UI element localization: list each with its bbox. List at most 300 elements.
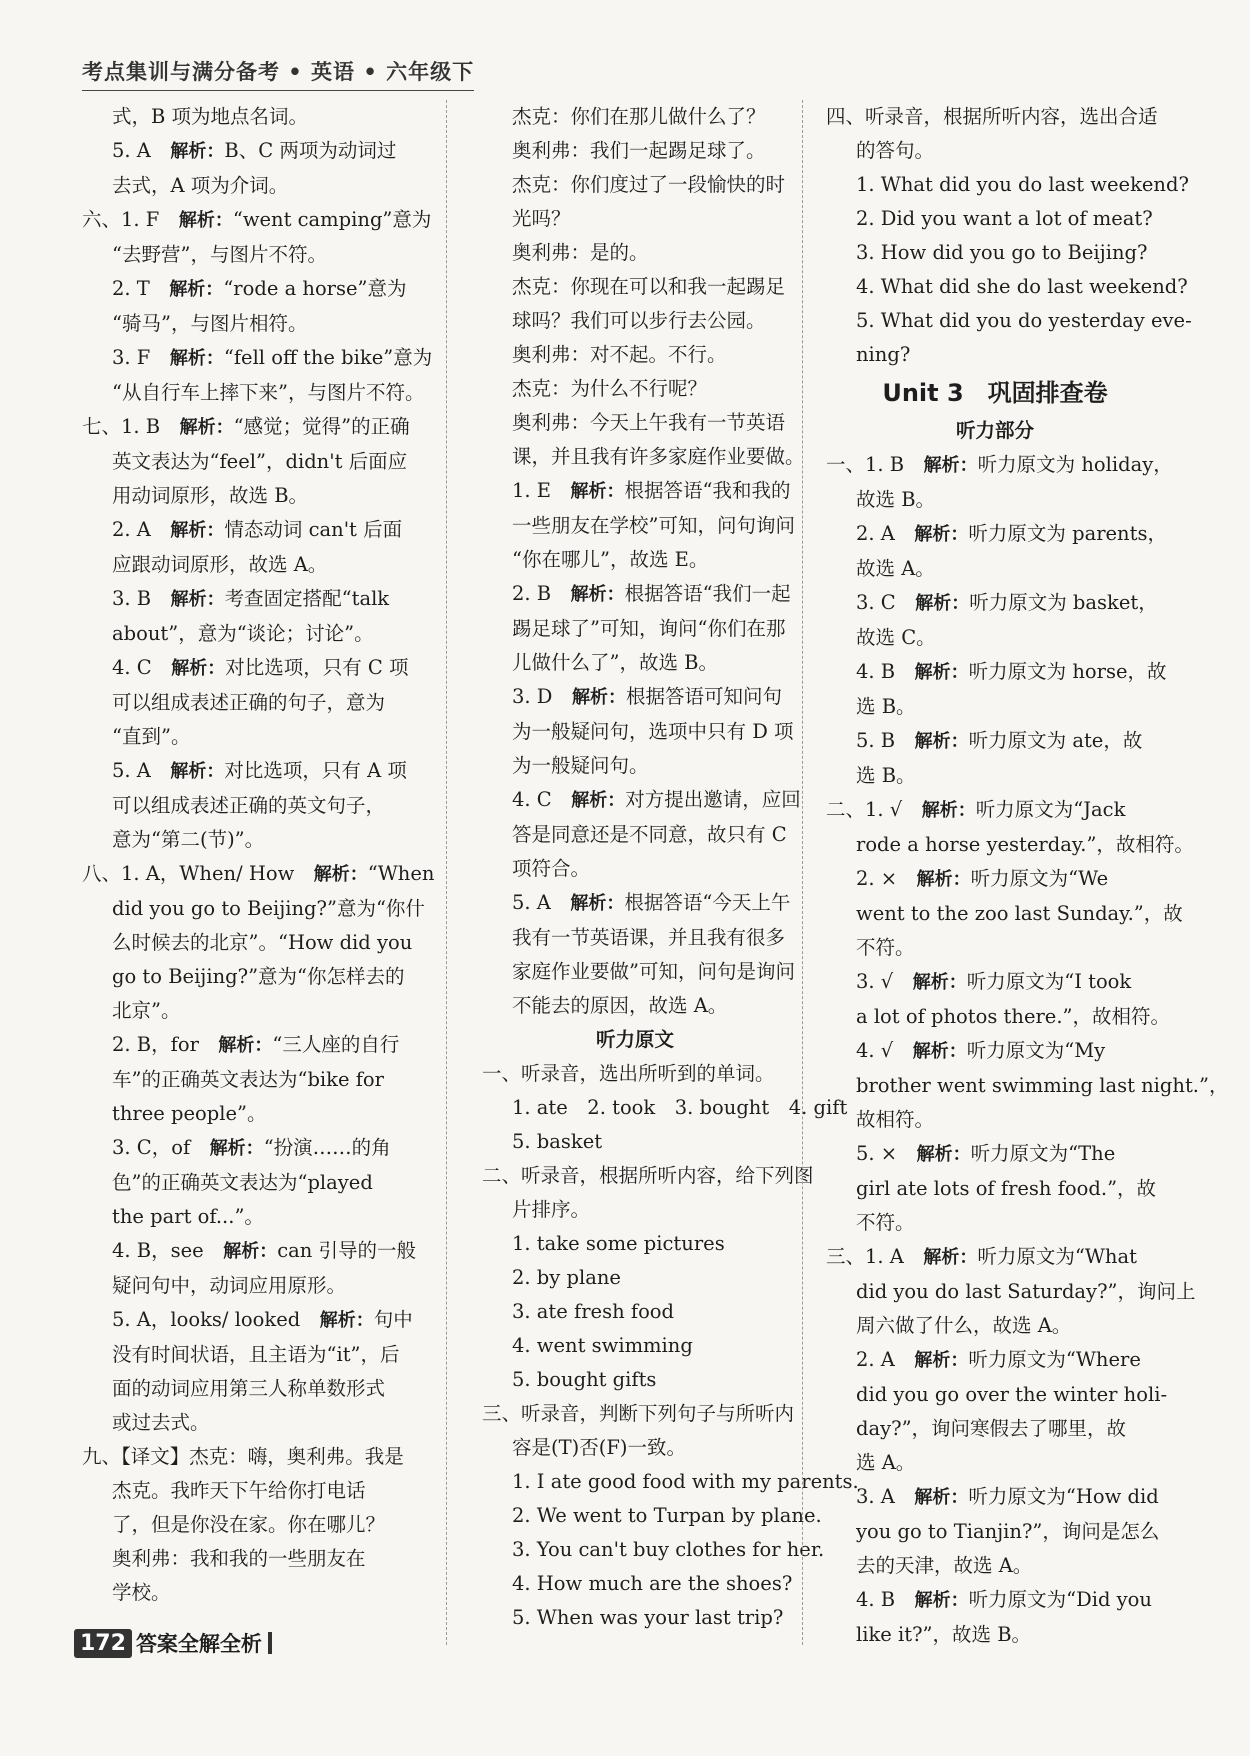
line-text: 不能去的原因，故选 A。 <box>512 994 728 1017</box>
line-text: 4. C <box>112 656 172 679</box>
analysis-text: 情态动词 can't 后面 <box>224 518 403 541</box>
analysis-text: 听力原文为 basket， <box>969 591 1158 614</box>
line-text: 奥利弗：我们一起踢足球了。 <box>512 139 766 162</box>
line-text: 3. ate fresh food <box>512 1300 675 1323</box>
analysis-text: 考查固定搭配“talk <box>224 587 390 610</box>
line-text: 杰克。我昨天下午给你打电话 <box>112 1479 366 1502</box>
text-line <box>482 100 788 134</box>
analysis-label: 解析： <box>170 520 225 541</box>
line-text: 3. How did you go to Beijing? <box>856 241 1148 264</box>
line-text: 故选 B。 <box>856 488 936 511</box>
line-text: 可以组成表述正确的句子，意为 <box>112 691 386 714</box>
line-text: 一些朋友在学校”可知，问句询问 <box>512 514 795 537</box>
text-line <box>82 1406 427 1440</box>
analysis-label: 解析： <box>912 972 967 993</box>
text-line <box>82 1440 427 1474</box>
text-line <box>482 852 788 886</box>
analysis-text: 根据答语可知问句 <box>625 685 782 708</box>
line-text: 5. B <box>856 729 915 752</box>
text-line <box>482 1431 788 1465</box>
text-line <box>82 892 427 926</box>
line-text: 故选 C。 <box>856 626 936 649</box>
analysis-label: 解析： <box>571 790 626 811</box>
analysis-text: 对方提出邀请，应回 <box>625 788 801 811</box>
text-line <box>82 100 427 134</box>
text-line <box>82 960 427 994</box>
text-line <box>82 617 427 651</box>
text-line <box>826 759 1164 793</box>
text-line <box>82 1269 427 1303</box>
analysis-label: 解析： <box>914 662 969 683</box>
line-text: 片排序。 <box>512 1198 591 1221</box>
line-text: 1. What did you do last weekend? <box>856 173 1189 196</box>
analysis-label: 解析： <box>571 687 626 708</box>
text-line <box>482 1227 788 1261</box>
text-line <box>82 1303 427 1338</box>
analysis-text: can 引导的一般 <box>277 1239 417 1262</box>
line-text: 七、1. B <box>82 415 180 438</box>
line-text: 去式，A 项为介词。 <box>112 174 289 197</box>
line-text: 儿做什么了”，故选 B。 <box>512 651 718 674</box>
analysis-text: 听力原文为“My <box>966 1039 1106 1062</box>
analysis-text: 听力原文为“Did you <box>968 1588 1152 1611</box>
text-line <box>482 134 788 168</box>
line-text: 没有时间状语，且主语为“it”，后 <box>112 1343 400 1366</box>
running-header: 考点集训与满分备考 • 英语 • 六年级下 <box>82 56 474 91</box>
line-text: 去的天津，故选 A。 <box>856 1554 1033 1577</box>
line-text: 选 B。 <box>856 764 916 787</box>
line-text: 为一般疑问句。 <box>512 754 649 777</box>
line-text: 二、1. √ <box>826 798 922 821</box>
analysis-text: “fell off the bike”意为 <box>223 346 433 369</box>
text-line <box>482 1363 788 1397</box>
text-line <box>826 724 1164 759</box>
line-text: about”，意为“谈论；讨论”。 <box>112 622 374 645</box>
analysis-label: 解析： <box>570 893 625 914</box>
analysis-label: 解析： <box>319 1310 374 1331</box>
text-line <box>82 994 427 1028</box>
analysis-text: 听力原文为“Where <box>968 1348 1141 1371</box>
line-text: you go to Tianjin?”，询问是怎么 <box>856 1520 1160 1543</box>
analysis-text: B、C 两项为动词过 <box>224 139 397 162</box>
text-line <box>82 1576 427 1610</box>
text-line <box>482 1601 788 1635</box>
analysis-label: 解析： <box>570 481 625 502</box>
line-text: 奥利弗：对不起。不行。 <box>512 343 727 366</box>
line-text: 三、1. A <box>826 1245 924 1268</box>
text-line <box>826 965 1164 1000</box>
line-text: 3. You can't buy clothes for her. <box>512 1538 825 1561</box>
text-line <box>482 1533 825 1567</box>
line-text: 3. F <box>112 346 170 369</box>
text-line <box>826 1240 1164 1275</box>
line-text: 式，B 项为地点名词。 <box>112 105 309 128</box>
line-text: “骑马”，与图片相符。 <box>112 312 308 335</box>
page-footer <box>74 1628 272 1658</box>
footer-bar <box>268 1632 272 1654</box>
analysis-text: 根据答语“今天上午 <box>624 891 791 914</box>
text-line <box>82 272 427 307</box>
column-right <box>826 100 1229 1652</box>
analysis-label: 解析： <box>170 141 225 162</box>
text-line <box>482 509 795 543</box>
analysis-label: 解析： <box>218 1035 273 1056</box>
text-line <box>82 1166 427 1200</box>
line-text: 奥利弗：今天上午我有一节英语 <box>512 411 786 434</box>
line-text: “从自行车上摔下来”，与图片不符。 <box>112 381 425 404</box>
text-line <box>826 517 1167 552</box>
text-line <box>82 1200 427 1234</box>
text-line <box>82 789 427 823</box>
text-line <box>482 783 801 818</box>
line-text: 4. B，see <box>112 1239 224 1262</box>
text-line <box>82 651 427 686</box>
analysis-label: 解析： <box>313 864 368 885</box>
column-middle <box>482 100 859 1635</box>
line-text: 踢足球了”可知，询问“你们在那 <box>512 617 786 640</box>
line-text: 4. went swimming <box>512 1334 693 1357</box>
line-text: 周六做了什么，故选 A。 <box>856 1314 1072 1337</box>
text-line <box>826 931 1164 965</box>
line-text: 为一般疑问句，选项中只有 D 项 <box>512 720 794 743</box>
text-line <box>82 1508 427 1542</box>
text-line <box>482 543 788 577</box>
line-text: 1. E <box>512 479 571 502</box>
analysis-label: 解析： <box>914 1487 969 1508</box>
text-line <box>826 1412 1164 1446</box>
text-line <box>826 1069 1229 1103</box>
analysis-text: 听力原文为“What <box>977 1245 1137 1268</box>
text-line <box>82 203 432 238</box>
line-text: 选 B。 <box>856 695 916 718</box>
text-line <box>826 793 1164 828</box>
analysis-label: 解析： <box>923 455 978 476</box>
text-line <box>82 1474 427 1508</box>
text-line <box>82 548 427 582</box>
analysis-label: 解析： <box>914 1350 969 1371</box>
line-text: 5. basket <box>512 1130 603 1153</box>
line-text: 3. A <box>856 1485 915 1508</box>
text-line <box>826 270 1188 304</box>
line-text: 故选 A。 <box>856 557 935 580</box>
analysis-label: 解析： <box>914 1590 969 1611</box>
analysis-label: 解析： <box>912 1041 967 1062</box>
line-text: 二、听录音，根据所听内容，给下列图 <box>482 1164 814 1187</box>
text-line <box>482 168 788 202</box>
line-text: 项符合。 <box>512 857 591 880</box>
line-text: 一、1. B <box>826 453 924 476</box>
line-text: 5. What did you do yesterday eve- <box>856 309 1192 332</box>
text-line <box>82 1131 427 1166</box>
line-text: 了，但是你没在家。你在哪儿？ <box>112 1513 386 1536</box>
line-text: 1. I ate good food with my parents. <box>512 1470 859 1493</box>
line-text: 我有一节英语课，并且我有很多 <box>512 926 786 949</box>
analysis-label: 解析： <box>223 1241 278 1262</box>
line-text: like it?”，故选 B。 <box>856 1623 1032 1646</box>
line-text: 3. C，of <box>112 1136 210 1159</box>
text-line <box>482 202 788 236</box>
text-line <box>482 818 788 852</box>
text-line <box>82 1234 427 1269</box>
line-text: 杰克：你们在那儿做什么了？ <box>512 105 766 128</box>
text-line <box>826 655 1167 690</box>
text-line <box>482 715 794 749</box>
analysis-text: 听力原文为 holiday， <box>977 453 1173 476</box>
analysis-label: 解析： <box>915 593 970 614</box>
line-text: 杰克：你们度过了一段愉快的时 <box>512 173 786 196</box>
line-text: 车”的正确英文表达为“bike for <box>112 1068 384 1091</box>
line-text: 5. A，looks/ looked <box>112 1308 320 1331</box>
text-line <box>82 823 427 857</box>
line-text: 奥利弗：我和我的一些朋友在 <box>112 1547 366 1570</box>
text-line <box>826 1309 1164 1343</box>
line-text: 2. A <box>856 522 915 545</box>
text-line <box>482 270 788 304</box>
line-text: 2. Did you want a lot of meat? <box>856 207 1153 230</box>
text-line <box>482 1261 788 1295</box>
text-line <box>482 577 791 612</box>
text-line <box>482 1125 788 1159</box>
text-line <box>82 307 427 341</box>
line-text: brother went swimming last night.”， <box>856 1074 1229 1097</box>
line-text: 三、听录音，判断下列句子与所听内 <box>482 1402 795 1425</box>
line-text: ning? <box>856 343 911 366</box>
text-line <box>82 720 427 754</box>
analysis-text: 根据答语“我们一起 <box>624 582 791 605</box>
section-title: Unit 3 巩固排查卷 <box>882 379 1108 407</box>
line-text: 2. by plane <box>512 1266 621 1289</box>
analysis-text: “扮演……的角 <box>263 1136 391 1159</box>
line-text: go to Beijing?”意为“你怎样去的 <box>112 965 405 988</box>
line-text: 5. A <box>512 891 571 914</box>
analysis-label: 解析： <box>169 348 224 369</box>
line-text: 2. A <box>856 1348 915 1371</box>
text-line <box>826 897 1183 931</box>
text-line <box>82 1063 427 1097</box>
line-text: “你在哪儿”，故选 E。 <box>512 548 709 571</box>
line-text: 杰克：你现在可以和我一起踢足 <box>512 275 786 298</box>
line-text: the part of...”。 <box>112 1205 264 1228</box>
text-line <box>826 1515 1164 1549</box>
line-text: 1. take some pictures <box>512 1232 725 1255</box>
analysis-label: 解析： <box>921 800 976 821</box>
line-text: 家庭作业要做”可知，问句是询问 <box>512 960 795 983</box>
line-text: 的答句。 <box>856 139 935 162</box>
analysis-label: 解析： <box>914 524 969 545</box>
line-text: 六、1. F <box>82 208 179 231</box>
analysis-text: 听力原文为 parents， <box>968 522 1167 545</box>
line-text: “去野营”，与图片不符。 <box>112 243 327 266</box>
text-line <box>82 1097 427 1131</box>
analysis-label: 解析： <box>570 584 625 605</box>
line-text: day?”，询问寒假去了哪里，故 <box>856 1417 1127 1440</box>
line-text: 3. B <box>112 587 171 610</box>
text-line <box>826 552 1164 586</box>
analysis-text: “rode a horse”意为 <box>223 277 407 300</box>
analysis-text: 根据答语“我和我的 <box>624 479 791 502</box>
line-text: 3. D <box>512 685 572 708</box>
text-line <box>482 989 788 1023</box>
text-line <box>82 445 427 479</box>
line-text: 可以组成表述正确的英文句子， <box>112 794 386 817</box>
text-line <box>826 1480 1164 1515</box>
line-text: 课，并且我有许多家庭作业要做。 <box>512 445 805 468</box>
text-line <box>82 1542 427 1576</box>
line-text: went to the zoo last Sunday.”，故 <box>856 902 1183 925</box>
text-line <box>82 479 427 513</box>
line-text: girl ate lots of fresh food.”，故 <box>856 1177 1157 1200</box>
text-line <box>482 1159 814 1193</box>
text-line <box>826 236 1164 270</box>
line-text: 球吗？我们可以步行去公园。 <box>512 309 766 332</box>
text-line <box>82 341 433 376</box>
line-text: 4. How much are the shoes? <box>512 1572 793 1595</box>
line-text: 色”的正确英文表达为“played <box>112 1171 373 1194</box>
line-text: three people”。 <box>112 1102 267 1125</box>
text-line <box>482 680 788 715</box>
line-text: 么时候去的北京”。“How did you <box>112 931 413 954</box>
line-text: 英文表达为“feel”，didn't 后面应 <box>112 450 408 473</box>
text-line <box>826 1275 1196 1309</box>
text-line <box>482 304 788 338</box>
line-text: 4. C <box>512 788 572 811</box>
analysis-text: “感觉；觉得”的正确 <box>233 415 410 438</box>
text-line <box>82 513 427 548</box>
line-text: 答是同意还是不同意，故只有 C <box>512 823 787 846</box>
text-line <box>482 1193 788 1227</box>
analysis-text: 对比选项，只有 A 项 <box>224 759 407 782</box>
analysis-label: 解析： <box>178 210 233 231</box>
analysis-label: 解析： <box>169 279 224 300</box>
analysis-label: 解析： <box>914 731 969 752</box>
line-text: 意为“第二(节)”。 <box>112 828 265 851</box>
text-line <box>482 236 788 270</box>
line-text: 疑问句中，动词应用原形。 <box>112 1274 347 1297</box>
line-text: 杰克：为什么不行呢？ <box>512 377 708 400</box>
line-text: a lot of photos there.”，故相符。 <box>856 1005 1171 1028</box>
text-line <box>482 886 791 921</box>
line-text: did you go to Beijing?”意为“你什 <box>112 897 425 920</box>
text-line <box>826 168 1189 202</box>
analysis-label: 解析： <box>171 658 226 679</box>
text-line <box>826 1343 1164 1378</box>
line-text: “直到”。 <box>112 725 191 748</box>
text-line <box>826 100 1164 134</box>
analysis-text: 听力原文为“I took <box>966 970 1132 993</box>
line-text: 5. bought gifts <box>512 1368 657 1391</box>
text-line <box>826 1206 1164 1240</box>
text-line <box>82 754 427 789</box>
line-text: 光吗？ <box>512 207 571 230</box>
text-line <box>826 1137 1164 1172</box>
text-line <box>482 440 805 474</box>
line-text: 一、听录音，选出所听到的单词。 <box>482 1062 775 1085</box>
page-number: 172 <box>74 1629 132 1658</box>
line-text: 5. × <box>856 1142 917 1165</box>
line-text: 应跟动词原形，故选 A。 <box>112 553 328 576</box>
text-line <box>826 621 1164 655</box>
analysis-text: 听力原文为“How did <box>968 1485 1159 1508</box>
text-line <box>82 238 427 272</box>
line-text: 4. √ <box>856 1039 913 1062</box>
line-text: 4. B <box>856 1588 915 1611</box>
text-line <box>82 1338 427 1372</box>
text-line <box>82 376 427 410</box>
column-left <box>82 100 435 1610</box>
text-line <box>482 612 788 646</box>
text-line <box>82 169 427 203</box>
text-line <box>82 1372 427 1406</box>
text-line <box>826 586 1164 621</box>
line-text: 选 A。 <box>856 1451 916 1474</box>
analysis-label: 解析： <box>923 1247 978 1268</box>
text-line <box>82 582 427 617</box>
column-divider <box>802 100 803 1645</box>
text-line <box>482 372 788 406</box>
text-line <box>482 474 791 509</box>
text-line <box>826 1034 1164 1069</box>
analysis-text: “went camping”意为 <box>232 208 432 231</box>
line-text: 2. T <box>112 277 170 300</box>
line-text: 八、1. A，When/ How <box>82 862 314 885</box>
line-text: 容是(T)否(F)一致。 <box>512 1436 686 1459</box>
text-line <box>826 862 1164 897</box>
text-line <box>826 202 1164 236</box>
analysis-text: 听力原文为 horse，故 <box>968 660 1167 683</box>
line-text: rode a horse yesterday.”，故相符。 <box>856 833 1194 856</box>
text-line <box>482 1499 822 1533</box>
text-line <box>482 406 788 440</box>
text-line <box>826 134 1164 168</box>
line-text: did you do last Saturday?”，询问上 <box>856 1280 1196 1303</box>
line-text: 学校。 <box>112 1581 171 1604</box>
line-text: 2. B，for <box>112 1033 219 1056</box>
analysis-text: “When <box>367 862 435 885</box>
line-text: 或过去式。 <box>112 1411 210 1434</box>
sub-heading: 听力原文 <box>595 1028 674 1051</box>
text-line <box>82 686 427 720</box>
analysis-label: 解析： <box>179 417 234 438</box>
text-line <box>826 304 1192 338</box>
text-line <box>482 338 788 372</box>
text-line <box>82 1028 427 1063</box>
text-line <box>482 1091 848 1125</box>
text-line <box>826 1618 1164 1652</box>
line-text: 2. A <box>112 518 171 541</box>
line-text: 故相符。 <box>856 1108 935 1131</box>
line-text: 不符。 <box>856 1211 915 1234</box>
text-line <box>826 1103 1164 1137</box>
text-line <box>482 1465 859 1499</box>
text-line <box>826 448 1173 483</box>
text-line <box>826 1000 1171 1034</box>
line-text: 不符。 <box>856 936 915 959</box>
text-line <box>82 926 427 960</box>
analysis-label: 解析： <box>170 589 225 610</box>
analysis-label: 解析： <box>916 1144 971 1165</box>
text-line <box>482 1057 788 1091</box>
column-divider <box>446 100 447 1645</box>
text-line <box>826 1583 1164 1618</box>
line-text: 2. × <box>856 867 917 890</box>
analysis-label: 解析： <box>916 869 971 890</box>
text-line <box>482 749 788 783</box>
analysis-label: 解析： <box>170 761 225 782</box>
text-line <box>482 1329 788 1363</box>
line-text: 5. A <box>112 759 171 782</box>
analysis-text: 听力原文为“We <box>970 867 1109 890</box>
line-text: 2. B <box>512 582 571 605</box>
